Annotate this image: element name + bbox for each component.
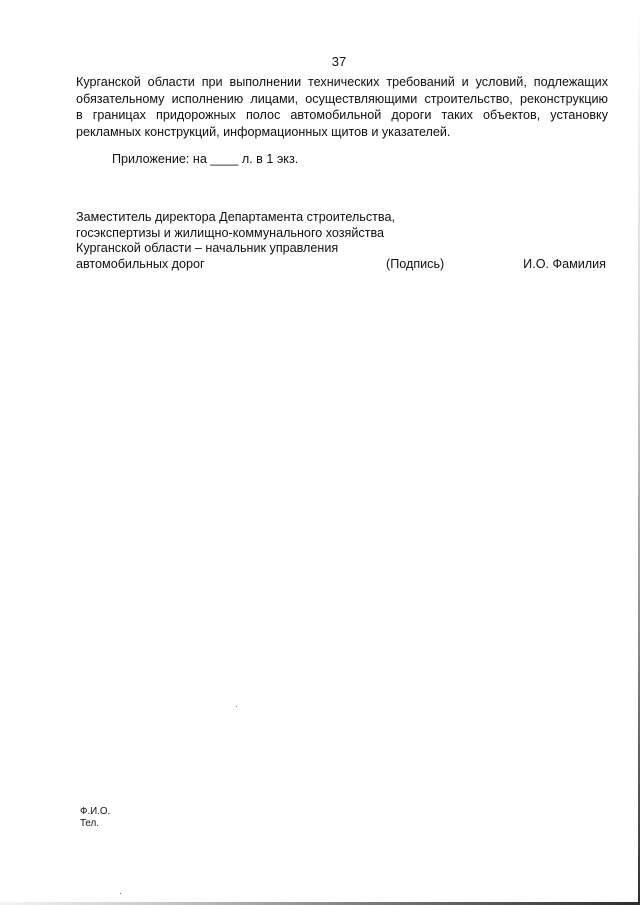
signature-label: (Подпись) [386, 256, 445, 271]
main-paragraph [76, 74, 608, 140]
signature-row [76, 257, 606, 273]
signer-title-line: Заместитель директора Департамента строительства, [76, 210, 395, 224]
paragraph-line: рекламных конструкций, информационных щитов и указателей. [76, 124, 451, 139]
signer-title-line: госэкспертизы и жилищно-коммунального хозяйства [76, 225, 385, 240]
signature-block [76, 210, 606, 273]
paragraph-line: обязательному исполнению лицами, осуществляющими строительство, реконструкцию [76, 91, 608, 106]
page-number: 37 [331, 54, 347, 69]
scan-speck [120, 893, 121, 894]
appendix-line: Приложение: на ____ л. в 1 экз. [112, 152, 299, 166]
fio-label: Ф.И.О. [80, 806, 111, 817]
signer-name: И.О. Фамилия [523, 256, 606, 271]
paragraph-line: Курганской области при выполнении технических требований и условий, подлежащих [76, 75, 608, 89]
signer-title-line: автомобильных дорог [76, 256, 205, 271]
paragraph-line: в границах придорожных полос автомобильной дороги таких объектов, установку [76, 108, 608, 122]
scan-speck [236, 706, 237, 707]
phone-label: Тел. [80, 818, 99, 829]
signer-title-line: Курганской области – начальник управления [76, 241, 339, 255]
contact-footer [80, 806, 110, 830]
